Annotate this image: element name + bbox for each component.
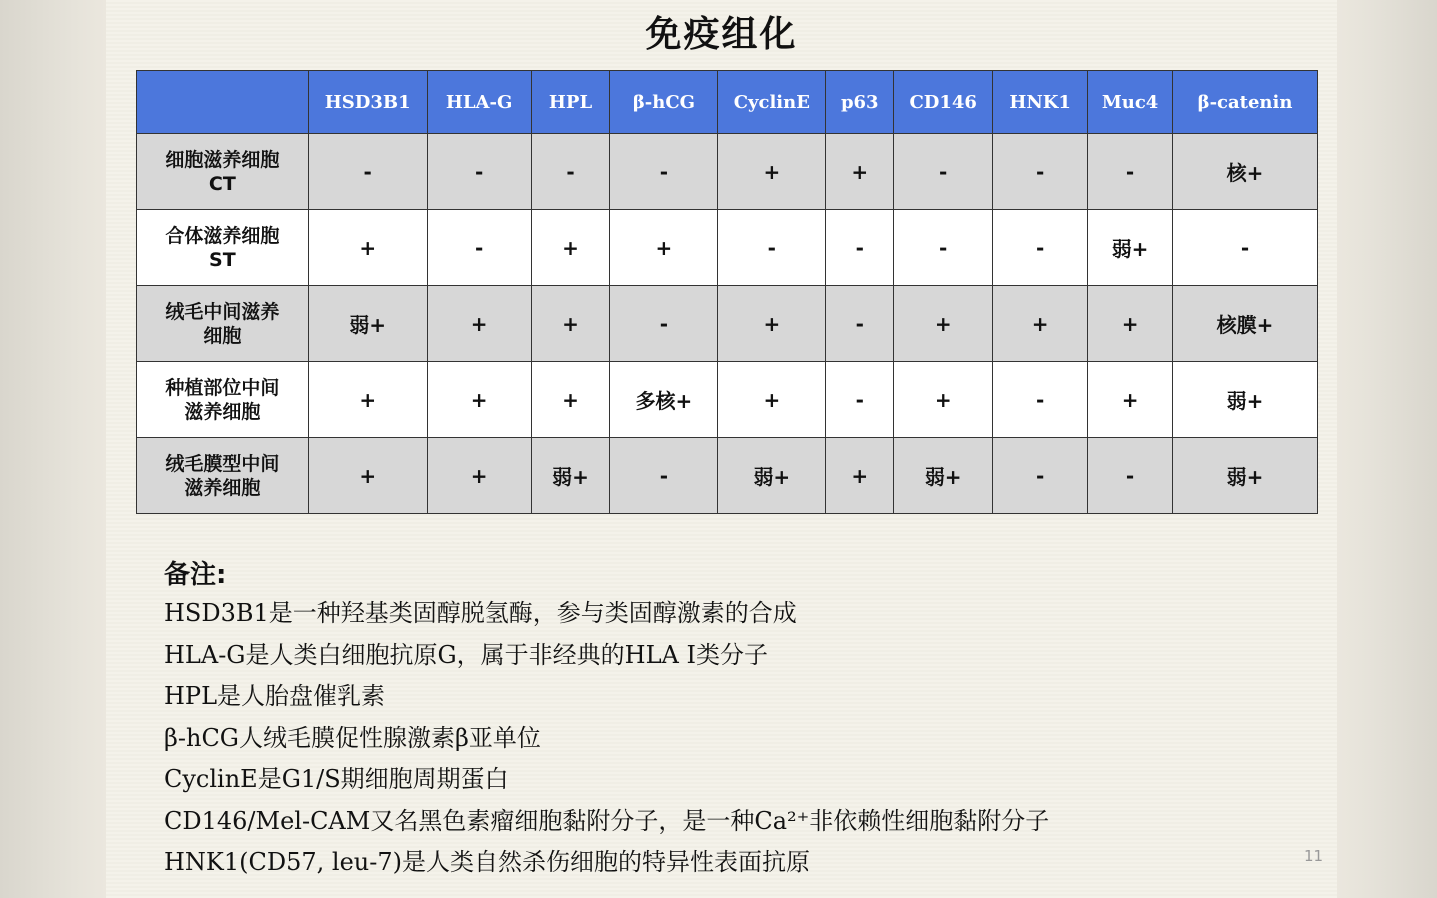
row-label	[137, 286, 309, 362]
table-cell: -	[993, 134, 1088, 210]
table-cell: -	[610, 286, 718, 362]
column-header: HSD3B1	[308, 71, 427, 134]
immunohistochemistry-table	[136, 70, 1318, 514]
table-cell: +	[894, 286, 993, 362]
column-header	[137, 71, 309, 134]
table-cell: +	[993, 286, 1088, 362]
row-label-line: 种植部位中间	[165, 376, 280, 399]
table-cell: +	[718, 134, 826, 210]
right-margin	[1337, 0, 1437, 898]
table-cell: -	[427, 210, 531, 286]
table-cell: -	[826, 210, 894, 286]
table-cell: -	[894, 210, 993, 286]
row-label-line: 细胞	[203, 324, 242, 347]
table-cell: +	[427, 286, 531, 362]
row-label	[137, 134, 309, 210]
slide-title: 免疫组化	[645, 14, 798, 55]
note-item: HSD3B1是一种羟基类固醇脱氢酶，参与类固醇激素的合成	[164, 599, 797, 627]
note-item: HLA-G是人类白细胞抗原G，属于非经典的HLA Ⅰ类分子	[164, 640, 768, 669]
table-cell: +	[894, 362, 993, 438]
row-label	[137, 210, 309, 286]
row-label-line: 绒毛膜型中间	[165, 452, 280, 475]
table-cell: -	[993, 362, 1088, 438]
table-cell: +	[531, 210, 610, 286]
row-label	[137, 438, 309, 514]
row-label-line: 滋养细胞	[184, 476, 261, 499]
note-item: CD146/Mel-CAM又名黑色素瘤细胞黏附分子，是一种Ca²⁺非依赖性细胞黏附分子	[164, 806, 1050, 835]
table-cell: -	[993, 438, 1088, 514]
table-cell: +	[1088, 286, 1173, 362]
column-header: HLA-G	[427, 71, 531, 134]
table-cell: 弱+	[1173, 362, 1318, 438]
table-row	[137, 134, 1318, 210]
table-cell: -	[610, 134, 718, 210]
table-cell: +	[826, 134, 894, 210]
table-cell: +	[308, 362, 427, 438]
table-cell: 多核+	[610, 362, 718, 438]
table-cell: -	[1173, 210, 1318, 286]
row-label-line: ST	[209, 248, 236, 271]
table-cell: -	[718, 210, 826, 286]
table-cell: -	[993, 210, 1088, 286]
table-cell: +	[427, 438, 531, 514]
notes-heading: 备注:	[164, 560, 227, 590]
table-cell: 弱+	[718, 438, 826, 514]
column-header: HPL	[531, 71, 610, 134]
column-header: Muc4	[1088, 71, 1173, 134]
column-header: β-catenin	[1173, 71, 1318, 134]
table-cell: +	[610, 210, 718, 286]
table-cell: 弱+	[531, 438, 610, 514]
table-cell: 核+	[1173, 134, 1318, 210]
table-cell: -	[427, 134, 531, 210]
row-label	[137, 362, 309, 438]
notes-list	[164, 594, 1049, 885]
table-cell: -	[308, 134, 427, 210]
table-row	[137, 438, 1318, 514]
column-header: CyclinE	[718, 71, 826, 134]
table-cell: 弱+	[1088, 210, 1173, 286]
page-number: 11	[1304, 847, 1324, 865]
table-cell: -	[1088, 438, 1173, 514]
row-label-line: 合体滋养细胞	[165, 224, 280, 247]
note-item: HNK1(CD57, leu-7)是人类自然杀伤细胞的特异性表面抗原	[164, 848, 810, 876]
table-cell: +	[308, 438, 427, 514]
table-cell: -	[610, 438, 718, 514]
table-row	[137, 362, 1318, 438]
row-label-line: CT	[208, 172, 236, 195]
table-cell: -	[826, 362, 894, 438]
note-item: HPL是人胎盘催乳素	[164, 682, 386, 710]
table-cell: +	[531, 286, 610, 362]
table-cell: -	[826, 286, 894, 362]
column-header: HNK1	[993, 71, 1088, 134]
table-cell: +	[531, 362, 610, 438]
table-cell: +	[308, 210, 427, 286]
table-cell: +	[718, 286, 826, 362]
note-item: β-hCG人绒毛膜促性腺激素β亚单位	[164, 723, 541, 752]
table-cell: 弱+	[1173, 438, 1318, 514]
table-cell: +	[427, 362, 531, 438]
table-cell: +	[826, 438, 894, 514]
table-cell: -	[1088, 134, 1173, 210]
column-header: β-hCG	[610, 71, 718, 134]
column-header: CD146	[894, 71, 993, 134]
table-row	[137, 210, 1318, 286]
table-cell: +	[718, 362, 826, 438]
table-cell: -	[531, 134, 610, 210]
note-item: CyclinE是G1/S期细胞周期蛋白	[164, 765, 509, 793]
table-cell: 核膜+	[1173, 286, 1318, 362]
row-label-line: 绒毛中间滋养	[165, 300, 280, 323]
column-header: p63	[826, 71, 894, 134]
slide	[106, 0, 1337, 898]
row-label-line: 滋养细胞	[184, 400, 261, 423]
table-cell: -	[894, 134, 993, 210]
table-cell: +	[1088, 362, 1173, 438]
table-row	[137, 286, 1318, 362]
table-cell: 弱+	[308, 286, 427, 362]
table-cell: 弱+	[894, 438, 993, 514]
table-header-row	[137, 71, 1318, 134]
row-label-line: 细胞滋养细胞	[165, 148, 280, 171]
left-margin	[0, 0, 106, 898]
